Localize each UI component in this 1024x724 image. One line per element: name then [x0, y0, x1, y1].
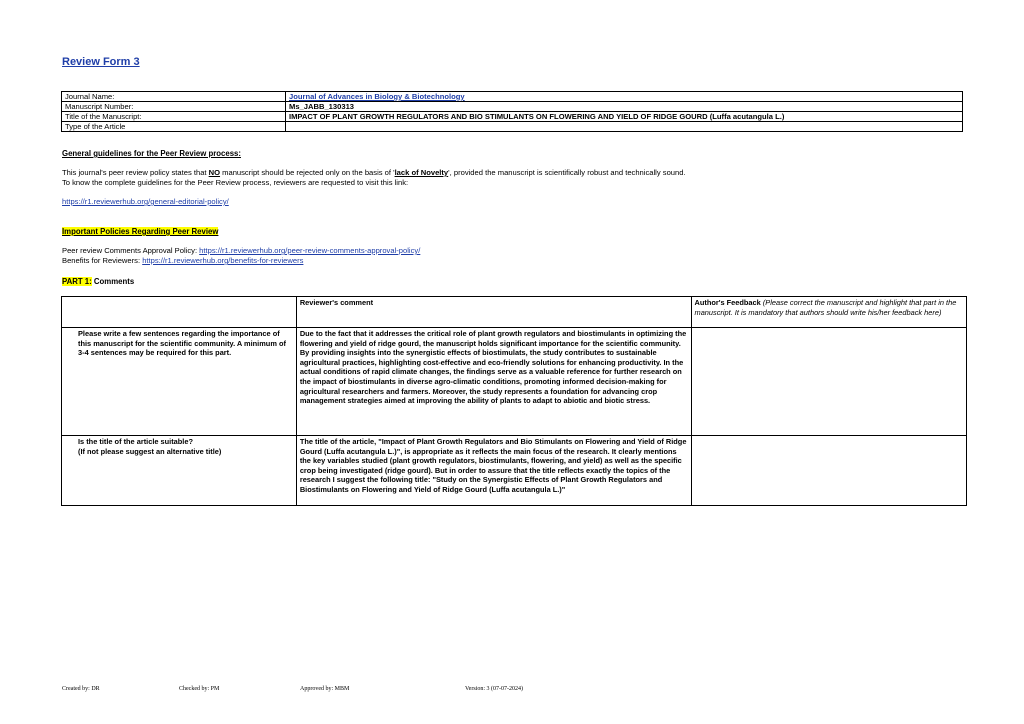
- comments-header-row: [62, 297, 967, 328]
- meta-label: Type of the Article: [62, 122, 286, 132]
- meta-label: Journal Name:: [62, 92, 286, 102]
- guidelines-text: This journal's peer review policy states that NO manuscript should be rejected only on the basis of 'lack of Novelty', provided the manuscript is scientifically robust and technically sound. To know the complete guidelines for the Peer Review process, reviewers are requested to visit this link:: [62, 168, 686, 187]
- policies-heading: Important Policies Regarding Peer Review: [62, 227, 219, 236]
- benefits-line: Benefits for Reviewers: https://r1.reviewerhub.org/benefits-for-reviewers: [62, 256, 304, 265]
- author-feedback-cell[interactable]: [691, 436, 966, 506]
- guidelines-line2: To know the complete guidelines for the Peer Review process, reviewers are requested to visit this link:: [62, 178, 409, 187]
- comments-table: [61, 296, 967, 506]
- meta-row-title: [62, 112, 963, 122]
- manuscript-title: IMPACT OF PLANT GROWTH REGULATORS AND BIO STIMULANTS ON FLOWERING AND YIELD OF RIDGE GOURD (Luffa acutangula L.): [286, 112, 963, 122]
- footer-checked-by: Checked by: PM: [179, 686, 220, 692]
- part1-heading: PART 1: Comments: [62, 277, 135, 286]
- header-author-feedback: Author's Feedback (Please correct the manuscript and highlight that part in the manuscript. It is mandatory that authors should write his/her feedback here): [691, 297, 966, 328]
- lack-of-novelty: lack of Novelty: [394, 168, 449, 177]
- meta-row-journal: [62, 92, 963, 102]
- footer-approved-by: Approved by: MBM: [300, 686, 350, 692]
- question-cell: Is the title of the article suitable? (If not please suggest an alternative title): [62, 436, 297, 506]
- form-title: Review Form 3: [62, 56, 140, 68]
- general-policy-link[interactable]: https://r1.reviewerhub.org/general-editorial-policy/: [62, 197, 229, 206]
- manuscript-number: Ms_JABB_130313: [286, 102, 963, 112]
- approval-policy-line: Peer review Comments Approval Policy: https://r1.reviewerhub.org/peer-review-comments-approval-policy/: [62, 246, 421, 255]
- table-row: [62, 436, 967, 506]
- header-reviewer-comment: Reviewer's comment: [296, 297, 691, 328]
- question-cell: Please write a few sentences regarding the importance of this manuscript for the scientific community. A minimum of 3-4 sentences may be required for this part.: [62, 328, 297, 436]
- meta-label: Title of the Manuscript:: [62, 112, 286, 122]
- part1-label: PART 1:: [62, 277, 92, 286]
- no-emphasis: NO: [208, 168, 221, 177]
- benefits-link[interactable]: https://r1.reviewerhub.org/benefits-for-reviewers: [142, 256, 304, 265]
- journal-name-link[interactable]: Journal of Advances in Biology & Biotechnology: [289, 92, 465, 101]
- footer-created-by: Created by: DR: [62, 686, 100, 692]
- reviewer-comment-cell: Due to the fact that it addresses the critical role of plant growth regulators and biostimulants in optimizing the flowering and yield of ridge gourd, the manuscript holds significant importance for the scientific community. By providing insights into the synergistic effects of biostimulats, the study contributes to sustainable agricultural practices, highlighting cost-effective and eco-friendly solutions for enhancing productivity. In the actual conditions of rapid climate changes, the findings serve as a valuable reference for further research on the impact of biostimulants in diverse agro-climatic conditions, promoting informed decision-making for agricultural researchers and farmers. Moreover, the study represents a foundation for advancing crop management strategies aimed at improving the ability of plants to adapt to abiotic and biotic stress.: [296, 328, 691, 436]
- author-feedback-cell[interactable]: [691, 328, 966, 436]
- footer-version: Version: 3 (07-07-2024): [465, 686, 523, 692]
- guidelines-heading: General guidelines for the Peer Review process:: [62, 149, 241, 158]
- article-type: [286, 122, 963, 132]
- meta-row-article-type: [62, 122, 963, 132]
- manuscript-info-table: [61, 91, 963, 132]
- table-row: [62, 328, 967, 436]
- meta-row-manuscript-number: [62, 102, 963, 112]
- header-empty-cell: [62, 297, 297, 328]
- reviewer-comment-cell: The title of the article, "Impact of Plant Growth Regulators and Bio Stimulants on Flowering and Yield of Ridge Gourd (Luffa acutangula L.)", is appropriate as it reflects the main focus of the research. It clearly mentions the key variables studied (plant growth regulators, biostimulants, flowering, and yield) as well as the specific crop being investigated (ridge gourd). But in order to assure that the title reflects exactly the topics of the research I suggest the following title: "Study on the Synergistic Effects of Plant Growth Regulators and Biostimulants on Flowering and Yield of Ridge Gourd (Luffa acutangula L.)": [296, 436, 691, 506]
- approval-policy-link[interactable]: https://r1.reviewerhub.org/peer-review-comments-approval-policy/: [199, 246, 421, 255]
- meta-label: Manuscript Number:: [62, 102, 286, 112]
